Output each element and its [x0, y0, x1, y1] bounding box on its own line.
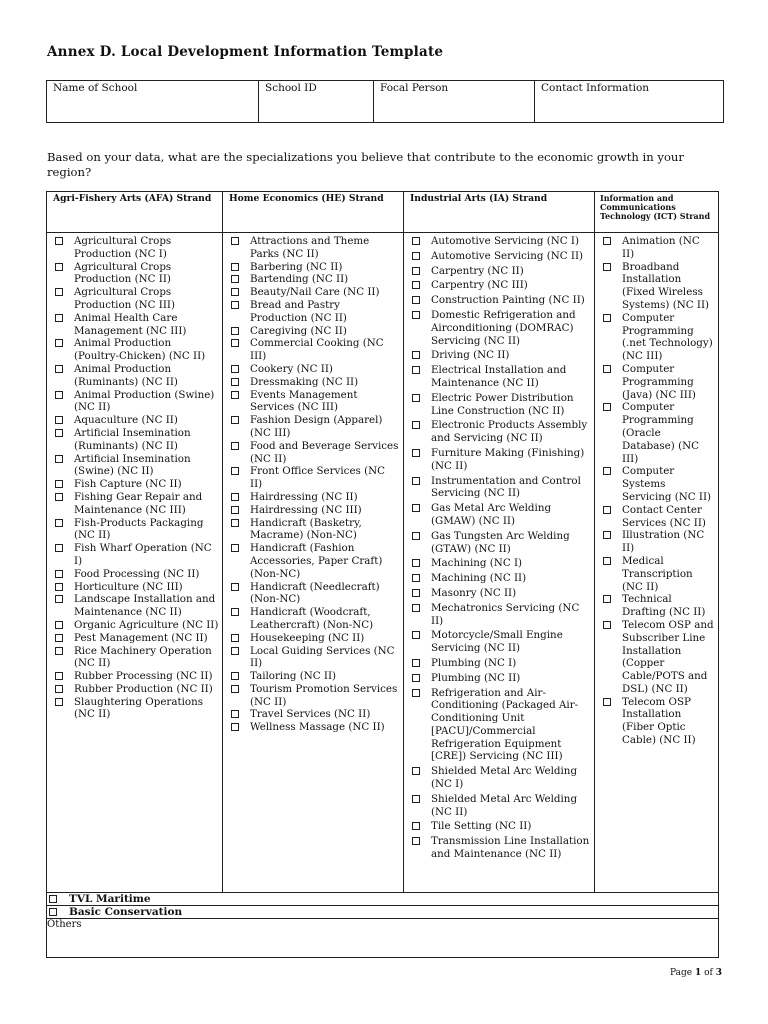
checklist-item-label: Gas Tungsten Arc Welding (GTAW) (NC II)	[431, 529, 570, 555]
checklist-item-label: Electrical Installation and Maintenance (NC II)	[431, 364, 567, 389]
checklist-item-label: Automotive Servicing (NC I)	[431, 235, 579, 247]
checkbox-icon[interactable]	[412, 504, 420, 512]
checkbox-icon[interactable]	[412, 659, 420, 667]
checklist-item-label: Tailoring (NC II)	[250, 670, 337, 683]
checkbox-icon[interactable]	[231, 647, 239, 655]
checklist-item-label: Food and Beverage Services (NC II)	[250, 439, 399, 465]
checkbox-icon[interactable]	[55, 429, 63, 437]
checklist-item[interactable]	[404, 419, 594, 445]
checklist-item[interactable]	[223, 721, 403, 734]
checklist-item-label: Rice Machinery Operation (NC II)	[74, 644, 212, 670]
strand-header-ict: Information and Communications Technology (ICT) Strand	[600, 193, 711, 221]
checkbox-icon[interactable]	[412, 837, 420, 845]
checklist-item[interactable]	[47, 389, 222, 415]
checklist-item[interactable]	[595, 465, 718, 503]
checklist-item-label: Rubber Processing (NC II)	[74, 670, 213, 683]
checkbox-icon[interactable]	[231, 493, 239, 501]
checklist-item-label: Computer Programming (Oracle Database) (NC III)	[622, 401, 699, 465]
checklist-item-label: Animation (NC II)	[622, 235, 700, 260]
checklist-item[interactable]	[47, 261, 222, 287]
checkbox-icon[interactable]	[412, 421, 420, 429]
checkbox-icon[interactable]	[412, 689, 420, 697]
checklist-item-label: Agricultural Crops Production (NC III)	[74, 286, 175, 311]
strand-header-he: Home Economics (HE) Strand	[229, 193, 384, 204]
checklist-item[interactable]	[404, 572, 594, 585]
checkbox-icon[interactable]	[412, 604, 420, 612]
checklist-item-label: Technical Drafting (NC II)	[622, 593, 706, 619]
checkbox-icon[interactable]	[55, 519, 63, 527]
checklist-item-label: Hairdressing (NC II)	[250, 490, 358, 503]
checkbox-icon[interactable]	[55, 544, 63, 552]
checklist-item[interactable]	[47, 312, 222, 338]
checkbox-icon[interactable]	[412, 631, 420, 639]
checklist-item[interactable]	[595, 619, 718, 696]
checkbox-icon[interactable]	[231, 301, 239, 309]
checkbox-icon[interactable]	[412, 252, 420, 260]
checklist-item-label: Agricultural Crops Production (NC II)	[74, 260, 172, 286]
checklist-item[interactable]	[223, 581, 403, 607]
checkbox-icon[interactable]	[55, 621, 63, 629]
checklist-item-label: Local Guiding Services (NC II)	[250, 644, 395, 670]
specializations-table	[46, 191, 719, 958]
checkbox-icon[interactable]	[412, 589, 420, 597]
afa-list	[47, 233, 222, 721]
checklist-item-label: Handicraft (Fashion Accessories, Paper Craft) (Non-NC)	[250, 542, 383, 580]
checklist-item[interactable]	[404, 587, 594, 600]
checklist-item-label: Plumbing (NC I)	[431, 656, 517, 669]
checklist-item[interactable]	[404, 250, 594, 263]
checkbox-icon[interactable]	[603, 237, 611, 245]
checklist-item[interactable]	[223, 465, 403, 491]
checklist-item[interactable]	[223, 363, 403, 376]
checkbox-icon[interactable]	[412, 296, 420, 304]
checkbox-icon[interactable]	[55, 698, 63, 706]
checklist-item[interactable]	[223, 645, 403, 671]
checklist-item-label: Electronic Products Assembly and Servicing (NC II)	[431, 419, 588, 445]
strand-header-ia: Industrial Arts (IA) Strand	[410, 193, 548, 204]
checkbox-icon[interactable]	[231, 608, 239, 616]
strand-header-afa: Agri-Fishery Arts (AFA) Strand	[53, 193, 212, 204]
checklist-item[interactable]	[404, 530, 594, 556]
checkbox-icon[interactable]	[231, 544, 239, 552]
checkbox-icon[interactable]	[55, 583, 63, 591]
checklist-item[interactable]	[47, 696, 222, 722]
checkbox-icon[interactable]	[231, 583, 239, 591]
checkbox-icon[interactable]	[55, 493, 63, 501]
checklist-item-label: Plumbing (NC II)	[431, 671, 521, 684]
checklist-item[interactable]	[595, 312, 718, 363]
checkbox-icon[interactable]	[231, 327, 239, 335]
page-footer	[670, 968, 722, 978]
checkbox-icon[interactable]	[603, 506, 611, 514]
checklist-item-label: Handicraft (Woodcraft, Leathercraft) (Non-NC)	[250, 606, 374, 631]
checklist-item-label: Furniture Making (Finishing) (NC II)	[431, 446, 585, 472]
checklist-item-label: Carpentry (NC III)	[431, 279, 528, 292]
checkbox-icon[interactable]	[231, 519, 239, 527]
checkbox-icon[interactable]	[412, 449, 420, 457]
checklist-item[interactable]	[47, 363, 222, 389]
checklist-item[interactable]	[223, 440, 403, 466]
checklist-item[interactable]	[404, 657, 594, 670]
checkbox-icon[interactable]	[412, 311, 420, 319]
checklist-item[interactable]	[595, 401, 718, 465]
checklist-item[interactable]	[595, 363, 718, 401]
checklist-item-label: Wellness Massage (NC II)	[250, 721, 385, 734]
checkbox-icon[interactable]	[412, 795, 420, 803]
checkbox-icon[interactable]	[603, 531, 611, 539]
checkbox-icon[interactable]	[412, 237, 420, 245]
checklist-item[interactable]	[223, 299, 403, 325]
checkbox-icon[interactable]	[412, 394, 420, 402]
checklist-item[interactable]	[404, 349, 594, 362]
checklist-item-label: Front Office Services (NC II)	[250, 465, 385, 491]
checklist-item-label: Broadband Installation (Fixed Wireless Systems) (NC II)	[622, 260, 710, 311]
checkbox-icon[interactable]	[55, 391, 63, 399]
checkbox-icon[interactable]	[231, 339, 239, 347]
checkbox-icon[interactable]	[231, 685, 239, 693]
checklist-item-label: Carpentry (NC II)	[431, 264, 524, 277]
checkbox-icon[interactable]	[55, 685, 63, 693]
checklist-item[interactable]	[47, 683, 222, 696]
checklist-item-label: Transmission Line Installation and Maintenance (NC II)	[431, 835, 590, 861]
checklist-item[interactable]	[47, 542, 222, 568]
checklist-item[interactable]	[47, 517, 222, 543]
checkbox-icon[interactable]	[55, 365, 63, 373]
checklist-item[interactable]	[47, 632, 222, 645]
checkbox-icon[interactable]	[603, 621, 611, 629]
checklist-item[interactable]	[404, 364, 594, 390]
checklist-item-label: Agricultural Crops Production (NC I)	[74, 235, 172, 260]
checklist-item[interactable]	[223, 376, 403, 389]
checklist-item[interactable]	[404, 793, 594, 819]
checkbox-icon[interactable]	[231, 263, 239, 271]
checklist-item[interactable]	[404, 672, 594, 685]
checklist-item-label: Computer Systems Servicing (NC II)	[622, 465, 712, 503]
checklist-item-label: Food Processing (NC II)	[74, 567, 200, 580]
checklist-item-label: Aquaculture (NC II)	[74, 414, 178, 427]
checkbox-icon[interactable]	[603, 698, 611, 706]
school-info-table	[46, 80, 724, 123]
checklist-item[interactable]	[404, 309, 594, 347]
checklist-item-label: Dressmaking (NC II)	[250, 375, 359, 388]
checklist-item-label: Slaughtering Operations (NC II)	[74, 695, 204, 721]
checklist-item[interactable]	[223, 632, 403, 645]
footer-page-number: 1	[694, 968, 702, 978]
checklist-item[interactable]	[595, 696, 718, 747]
checklist-item-label: Handicraft (Basketry, Macrame) (Non-NC)	[250, 516, 362, 542]
checkbox-icon[interactable]	[55, 595, 63, 603]
question-text: Based on your data, what are the specializations you believe that contribute to the economic growth in your region?	[47, 150, 684, 179]
checklist-item[interactable]	[223, 542, 403, 580]
checkbox-icon[interactable]	[603, 467, 611, 475]
checklist-item-label: Bread and Pastry Production (NC II)	[250, 298, 347, 324]
checkbox-icon[interactable]	[231, 710, 239, 718]
footer-of: of	[701, 968, 716, 978]
checklist-item-label: Illustration (NC II)	[622, 529, 705, 555]
checkbox-icon[interactable]	[231, 237, 239, 245]
checkbox-icon[interactable]	[231, 506, 239, 514]
checkbox-icon[interactable]	[603, 557, 611, 565]
checkbox-icon[interactable]	[412, 574, 420, 582]
checklist-item[interactable]	[47, 670, 222, 683]
checklist-item[interactable]	[404, 602, 594, 628]
checklist-item[interactable]	[47, 645, 222, 671]
checklist-item-label: Landscape Installation and Maintenance (NC II)	[74, 593, 216, 619]
checklist-item-label: Shielded Metal Arc Welding (NC I)	[431, 765, 578, 791]
checklist-item[interactable]	[47, 491, 222, 517]
checklist-item-label: Fashion Design (Apparel) (NC III)	[250, 414, 383, 439]
ia-list	[404, 233, 594, 861]
checklist-item[interactable]	[595, 555, 718, 593]
checkbox-icon[interactable]	[55, 570, 63, 578]
basic-conservation-row[interactable]	[47, 906, 719, 919]
checklist-item[interactable]	[223, 337, 403, 363]
checklist-item-label: Automotive Servicing (NC II)	[431, 249, 584, 262]
checklist-item-label: Rubber Production (NC II)	[74, 682, 213, 695]
checklist-item[interactable]	[47, 593, 222, 619]
checklist-item[interactable]	[404, 475, 594, 501]
checklist-item[interactable]	[47, 337, 222, 363]
checkbox-icon[interactable]	[55, 672, 63, 680]
checklist-item-label: Artificial Insemination (Ruminants) (NC II)	[74, 426, 191, 452]
checkbox-icon[interactable]	[231, 467, 239, 475]
checklist-item[interactable]	[47, 235, 222, 261]
checklist-item-label: Masonry (NC II)	[431, 586, 517, 599]
checklist-item-label: Computer Programming (Java) (NC III)	[622, 362, 696, 401]
tvl-maritime-label: TVL Maritime	[69, 893, 151, 905]
checklist-item[interactable]	[595, 504, 718, 530]
checklist-item[interactable]	[223, 517, 403, 543]
checklist-item-label: Fish-Products Packaging (NC II)	[74, 516, 204, 542]
checkbox-icon[interactable]	[412, 477, 420, 485]
checkbox-icon[interactable]	[603, 263, 611, 271]
checklist-item-label: Cookery (NC II)	[250, 362, 333, 375]
checklist-item-label: Caregiving (NC II)	[250, 324, 347, 337]
checklist-item-label: Instrumentation and Control Servicing (NC II)	[431, 474, 581, 500]
checkbox-icon[interactable]	[231, 288, 239, 296]
checkbox-icon[interactable]	[55, 416, 63, 424]
checklist-item[interactable]	[404, 265, 594, 278]
focal-person-cell[interactable]: Focal Person	[374, 81, 535, 123]
checklist-item-label: Gas Metal Arc Welding (GMAW) (NC II)	[431, 502, 552, 527]
checklist-item-label: Tourism Promotion Services (NC II)	[250, 682, 398, 708]
checkbox-icon[interactable]	[55, 455, 63, 463]
checkbox-icon[interactable]	[412, 351, 420, 359]
checklist-item-label: Horticulture (NC III)	[74, 580, 183, 593]
checkbox-icon[interactable]	[55, 263, 63, 271]
checkbox-icon[interactable]	[55, 288, 63, 296]
checklist-item[interactable]	[595, 235, 718, 261]
checkbox-icon[interactable]	[231, 365, 239, 373]
checklist-item-label: Refrigeration and Air-Conditioning (Packaged Air-Conditioning Unit [PACU]/Commercial Refrigeration Equipment [CRE]) Servicing (NC III)	[431, 686, 579, 763]
checklist-item[interactable]	[47, 453, 222, 479]
checklist-item[interactable]	[47, 568, 222, 581]
checklist-item-label: Artificial Insemination (Swine) (NC II)	[74, 452, 191, 478]
checklist-item-label: Handicraft (Needlecraft) (Non-NC)	[250, 580, 380, 606]
checklist-item-label: Bartending (NC II)	[250, 273, 349, 286]
checklist-item[interactable]	[223, 389, 403, 415]
basic-conservation-label: Basic Conservation	[69, 906, 183, 918]
checkbox-icon[interactable]	[412, 822, 420, 830]
checklist-item-label: Travel Services (NC II)	[250, 708, 371, 721]
checklist-item[interactable]	[223, 273, 403, 286]
checkbox-icon[interactable]	[603, 403, 611, 411]
checklist-item[interactable]	[223, 683, 403, 709]
checkbox-icon[interactable]	[55, 647, 63, 655]
checkbox-icon[interactable]	[231, 442, 239, 450]
page-title: Annex D. Local Development Information Template	[47, 44, 444, 60]
he-list	[223, 233, 403, 734]
checklist-item-label: Animal Production (Ruminants) (NC II)	[74, 362, 178, 388]
checklist-item[interactable]	[223, 606, 403, 632]
footer-prefix: Page	[670, 968, 695, 978]
checklist-item-label: Driving (NC II)	[431, 349, 510, 362]
checklist-item[interactable]	[595, 261, 718, 312]
checklist-item[interactable]	[47, 414, 222, 427]
checkbox-icon[interactable]	[412, 674, 420, 682]
checklist-item-label: Construction Painting (NC II)	[431, 294, 585, 307]
checklist-item[interactable]	[223, 286, 403, 299]
checklist-item-label: Motorcycle/Small Engine Servicing (NC II)	[431, 629, 563, 655]
others-label: Others	[47, 919, 82, 930]
checklist-item[interactable]	[223, 504, 403, 517]
checkbox-icon[interactable]	[412, 767, 420, 775]
checklist-item-label: Fish Capture (NC II)	[74, 478, 182, 491]
checklist-item-label: Medical Transcription (NC II)	[622, 554, 693, 593]
footer-total-pages: 3	[715, 968, 722, 978]
checkbox-icon[interactable]	[55, 480, 63, 488]
checklist-item-label: Tile Setting (NC II)	[431, 820, 532, 833]
checklist-item-label: Animal Production (Swine) (NC II)	[74, 388, 215, 414]
checklist-item[interactable]	[404, 557, 594, 570]
checklist-item[interactable]	[404, 502, 594, 528]
checklist-item[interactable]	[47, 286, 222, 312]
checklist-item[interactable]	[223, 491, 403, 504]
checkbox-icon[interactable]	[412, 281, 420, 289]
checklist-item-label: Mechatronics Servicing (NC II)	[431, 601, 580, 627]
checklist-item[interactable]	[404, 279, 594, 292]
checkbox-icon[interactable]	[55, 237, 63, 245]
checklist-item-label: Domestic Refrigeration and Airconditioning (DOMRAC) Servicing (NC II)	[431, 308, 576, 347]
checklist-item[interactable]	[47, 581, 222, 594]
checklist-item[interactable]	[404, 835, 594, 861]
checklist-item-label: Housekeeping (NC II)	[250, 631, 365, 644]
checklist-item-label: Animal Health Care Management (NC III)	[74, 311, 187, 337]
checklist-item[interactable]	[595, 529, 718, 555]
tvl-maritime-row[interactable]	[47, 893, 719, 906]
checklist-item-label: Fish Wharf Operation (NC I)	[74, 542, 212, 567]
checklist-item[interactable]	[404, 392, 594, 418]
checklist-item-label: Electric Power Distribution Line Construction (NC II)	[431, 391, 574, 417]
checkbox-icon[interactable]	[231, 672, 239, 680]
checkbox-icon[interactable]	[603, 595, 611, 603]
checklist-item-label: Machining (NC II)	[431, 572, 527, 585]
checklist-item[interactable]	[595, 593, 718, 619]
checklist-item[interactable]	[404, 447, 594, 473]
checklist-item[interactable]	[223, 261, 403, 274]
checkbox-icon[interactable]	[412, 267, 420, 275]
checkbox-icon[interactable]	[231, 634, 239, 642]
name-of-school-cell[interactable]: Name of School	[47, 81, 259, 123]
checklist-item[interactable]	[404, 294, 594, 307]
checklist-item-label: Pest Management (NC II)	[74, 631, 208, 644]
checklist-item-label: Shielded Metal Arc Welding (NC II)	[431, 792, 578, 818]
checkbox-icon[interactable]	[603, 365, 611, 373]
school-id-cell[interactable]: School ID	[259, 81, 374, 123]
checklist-item-label: Computer Programming (.net Technology) (NC III)	[622, 311, 713, 363]
checklist-item-label: Machining (NC I)	[431, 557, 523, 570]
checkbox-icon[interactable]	[231, 416, 239, 424]
checkbox-icon[interactable]	[412, 366, 420, 374]
contact-information-cell[interactable]: Contact Information	[535, 81, 724, 123]
checklist-item[interactable]	[223, 325, 403, 338]
checkbox-icon[interactable]	[231, 378, 239, 386]
checklist-item-label: Commercial Cooking (NC III)	[250, 337, 384, 363]
checkbox-icon[interactable]	[231, 391, 239, 399]
others-field[interactable]	[47, 919, 719, 958]
checklist-item[interactable]	[404, 687, 594, 764]
checklist-item[interactable]	[47, 427, 222, 453]
checklist-item-label: Contact Center Services (NC II)	[622, 503, 706, 529]
checklist-item[interactable]	[223, 708, 403, 721]
checkbox-icon[interactable]	[55, 634, 63, 642]
checkbox-icon[interactable]	[49, 908, 57, 916]
checklist-item-label: Animal Production (Poultry-Chicken) (NC II)	[74, 337, 206, 363]
checklist-item-label: Events Management Services (NC III)	[250, 388, 358, 414]
checklist-item[interactable]	[404, 820, 594, 833]
checklist-item[interactable]	[223, 670, 403, 683]
checklist-item-label: Organic Agriculture (NC II)	[74, 618, 219, 631]
checklist-item[interactable]	[404, 765, 594, 791]
checkbox-icon[interactable]	[55, 314, 63, 322]
checklist-item[interactable]	[47, 619, 222, 632]
checkbox-icon[interactable]	[412, 559, 420, 567]
checklist-item[interactable]	[47, 478, 222, 491]
checklist-item-label: Telecom OSP Installation (Fiber Optic Cable) (NC II)	[622, 695, 696, 747]
checkbox-icon[interactable]	[412, 532, 420, 540]
checklist-item[interactable]	[223, 235, 403, 261]
checklist-item[interactable]	[404, 235, 594, 248]
checkbox-icon[interactable]	[231, 723, 239, 731]
checkbox-icon[interactable]	[49, 895, 57, 903]
checklist-item-label: Beauty/Nail Care (NC II)	[250, 286, 380, 299]
checklist-item-label: Barbering (NC II)	[250, 260, 343, 273]
checklist-item-label: Hairdressing (NC III)	[250, 503, 362, 516]
checklist-item[interactable]	[223, 414, 403, 440]
checkbox-icon[interactable]	[603, 314, 611, 322]
checkbox-icon[interactable]	[231, 275, 239, 283]
checkbox-icon[interactable]	[55, 339, 63, 347]
checklist-item-label: Attractions and Theme Parks (NC II)	[250, 235, 370, 260]
checklist-item-label: Telecom OSP and Subscriber Line Installation (Copper Cable/POTS and DSL) (NC II)	[622, 618, 714, 695]
checklist-item-label: Fishing Gear Repair and Maintenance (NC III)	[74, 490, 203, 516]
checklist-item[interactable]	[404, 629, 594, 655]
ict-list	[595, 233, 718, 747]
